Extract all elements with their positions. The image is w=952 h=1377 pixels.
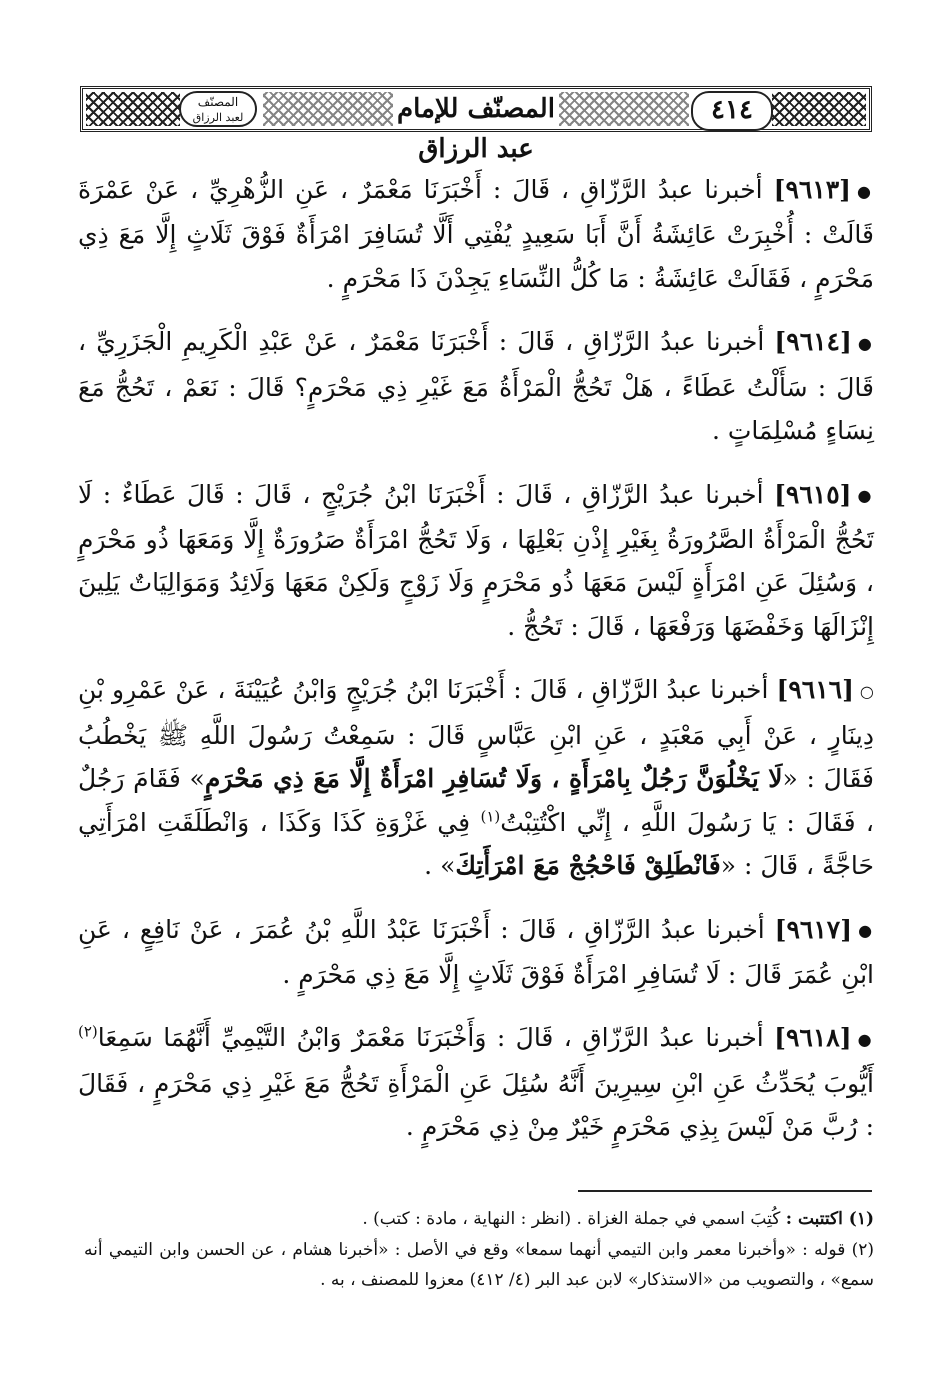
footnotes xyxy=(84,1204,874,1296)
entry-text: أخبرنا عبدُ الرَّزّاقِ ، قَالَ : أَخْبَرَنَا مَعْمَرٌ ، عَنْ عَبْدِ الْكَرِيمِ الْجَزَرِيِّ ، قَالَ : سَأَلْتُ عَطَاءً ، هَلْ تَحُجُّ الْمَرْأَةُ مَعَ غَيْرِ ذِي مَحْرَمٍ؟ قَالَ : نَعَمْ ، تَحُجُّ مَعَ نِسَاءٍ مُسْلِمَاتٍ . xyxy=(78,327,874,445)
entry-marker-icon: ○ xyxy=(859,682,874,701)
footnote-ref[interactable]: (٢) xyxy=(78,1022,98,1041)
footnote-text: كُتِبَ اسمي في جملة الغزاة . (انظر : النهاية ، مادة : كتب) . xyxy=(362,1209,781,1229)
entry-text: أخبرنا عبدُ الرَّزّاقِ ، قَالَ : أَخْبَرَنَا ابْنُ جُرَيْجٍ وَابْنُ عُيَيْنَةَ ، عَنْ عَمْرِو بْنِ دِينَارٍ ، عَنْ أَبِي مَعْبَدٍ ، عَنِ ابْنِ عَبَّاسٍ قَالَ : سَمِعْتُ رَسُولَ اللَّهِ ﷺ يَخْطُبُ فَقَالَ : « xyxy=(78,675,874,793)
hadith-entry xyxy=(78,908,874,997)
entry-text: أَيُّوبَ يُحَدِّثُ عَنِ ابْنِ سِيرِينَ أَنَّهُ سُئِلَ عَنِ الْمَرْأَةِ تَحُجُّ مَعَ غَيْرِ ذِي مَحْرَمٍ ، فَقَالَ : رُبَّ مَنْ لَيْسَ بِذِي مَحْرَمٍ خَيْرٌ مِنْ ذِي مَحْرَمٍ . xyxy=(78,1068,874,1141)
entry-number: [٩٦١٨] xyxy=(774,1023,852,1053)
footnote xyxy=(84,1204,874,1235)
entry-text: » فَقَامَ رَجُلٌ ، فَقَالَ : يَا رَسُولَ اللَّهِ ، إِنِّي اكْتُتِبْتُ xyxy=(78,764,874,837)
entry-text: أخبرنا عبدُ الرَّزّاقِ ، قَالَ : أَخْبَرَنَا ابْنُ جُرَيْجٍ ، قَالَ : قَالَ عَطَاءٌ : لَا تَحُجُّ الْمَرْأَةُ الصَّرُورَةُ بِغَيْرِ إِذْنِ بَعْلِهَا ، وَلَا تَحُجُّ امْرَأَةٌ صَرُورَةٌ إِلَّا وَمَعَهَا ذُو مَحْرَمٍ ، وَسُئِلَ عَنِ امْرَأَةٍ لَيْسَ مَعَهَا ذُو مَحْرَمٍ وَلَا زَوْجٍ وَلَكِنْ مَعَهَا وَلَائِدُ وَمَوَالِيَاتٌ يَلِينَ إِنْزَالَهَا وَخَفْضَهَا وَرَفْعَهَا ، قَالَ : تَحُجُّ . xyxy=(78,479,874,641)
seal-line-2: لعبد الرزاق xyxy=(192,111,244,124)
book-seal-logo xyxy=(179,91,257,127)
hadith-entry xyxy=(78,320,874,452)
entry-number: [٩٦١٣] xyxy=(773,175,852,204)
header-ornament-mid-left xyxy=(263,92,393,126)
entry-number: [٩٦١٧] xyxy=(774,914,853,944)
entry-number: [٩٦١٤] xyxy=(774,327,852,357)
footnote xyxy=(84,1235,874,1296)
footnote-text: قوله : «وأخبرنا معمر وابن التيمي أنهما سمعا» وقع في الأصل : «أخبرنا هشام ، عن الحسن وابن التيمي أنه سمع» ، والتصويب من «الاستذكار» لابن عبد البر (٤/ ٤١٢) معزوا للمصنف ، به . xyxy=(84,1239,874,1290)
page-number: ٤١٤ xyxy=(691,91,773,131)
hadith-entry xyxy=(78,668,874,887)
footnote-label: (٢) xyxy=(851,1239,875,1260)
entry-marker-icon: ● xyxy=(857,334,874,353)
hadith-entry xyxy=(78,168,874,300)
entry-number: [٩٦١٦] xyxy=(776,675,854,705)
hadith-entry xyxy=(78,473,874,649)
entry-marker-icon: ● xyxy=(857,1030,874,1049)
page-body xyxy=(78,168,874,1169)
entry-text: » . xyxy=(424,851,456,880)
entry-text: أخبرنا عبدُ الرَّزّاقِ ، قَالَ : أَخْبَرَنَا مَعْمَرٌ ، عَنِ الزُّهْرِيِّ ، عَنْ عَمْرَةَ قَالَتْ : أُخْبِرَتْ عَائِشَةُ أَنَّ أَبَا سَعِيدٍ يُفْتِي أَلَّا تُسَافِرَ امْرَأَةٌ فَوْقَ ثَلَاثٍ إِلَّا مَعَ ذِي مَحْرَمٍ ، فَقَالَتْ عَائِشَةُ : مَا كُلُّ النِّسَاءِ يَجِدْنَ ذَا مَحْرَمٍ . xyxy=(78,175,874,293)
entry-number: [٩٦١٥] xyxy=(774,479,852,509)
entry-text: فِي غَزْوَةِ كَذَا وَكَذَا ، وَانْطَلَقَتِ امْرَأَتِي حَاجَّةً ، قَالَ : « xyxy=(78,807,874,880)
prophetic-quote: لَا يَخْلُوَنَّ رَجُلٌ بِامْرَأَةٍ ، وَلَا تُسَافِرِ امْرَأَةٌ إِلَّا مَعَ ذِي مَحْرَمٍ xyxy=(204,764,783,793)
entry-marker-icon: ● xyxy=(858,921,874,941)
entry-text: أخبرنا عبدُ الرَّزّاقِ ، قَالَ : أَخْبَرَنَا عَبْدُ اللَّهِ بْنُ عُمَرَ ، عَنْ نَافِعٍ ، عَنِ ابْنِ عُمَرَ قَالَ : لَا تُسَافِرِ امْرَأَةٌ فَوْقَ ثَلَاثٍ إِلَّا مَعَ ذِي مَحْرَمٍ . xyxy=(78,914,874,989)
footnote-separator xyxy=(578,1190,872,1192)
footnote-label: (١) اكتتبت : xyxy=(785,1209,874,1229)
header-ornament-mid-right xyxy=(559,92,689,126)
footnote-ref[interactable]: (١) xyxy=(480,807,501,826)
page-header xyxy=(80,86,872,164)
entry-marker-icon: ● xyxy=(857,181,874,201)
entry-marker-icon: ● xyxy=(857,486,874,506)
header-ornament-right xyxy=(772,92,866,126)
book-title: المصنّف للإمام عبد الرزاق xyxy=(393,89,559,129)
seal-line-1: المصنّف xyxy=(197,95,239,109)
prophetic-quote: فَانْطَلِقْ فَاحْجُجْ مَعَ امْرَأَتِكَ xyxy=(455,851,721,880)
entry-text: أخبرنا عبدُ الرَّزّاقِ ، قَالَ : وَأَخْبَرَنَا مَعْمَرٌ وَابْنُ التَّيْمِيِّ أَنَّهُمَا سَمِعَا xyxy=(97,1023,764,1053)
hadith-entry xyxy=(78,1016,874,1148)
header-ornament-left xyxy=(86,92,180,126)
